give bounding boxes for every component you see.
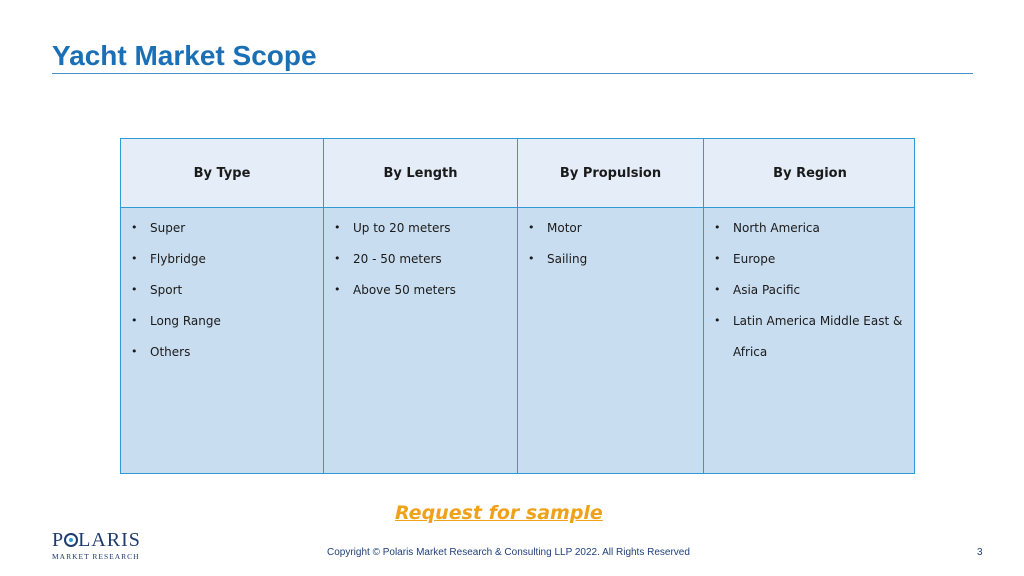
bullet: • — [334, 252, 341, 265]
bullet: • — [334, 221, 341, 234]
list-item: • Latin America Middle East & — [714, 314, 903, 328]
list-item: • Flybridge — [131, 252, 206, 266]
list-item: • Sailing — [528, 252, 588, 266]
bullet: • — [714, 221, 721, 234]
column-header: By Propulsion — [559, 166, 662, 181]
list-item: • Sport — [131, 283, 183, 297]
bullet: • — [528, 252, 535, 265]
list-item: • Up to 20 meters — [334, 221, 451, 235]
segment-list — [704, 219, 916, 374]
list-item-continuation: Africa — [733, 345, 768, 359]
column-header: By Region — [773, 166, 847, 181]
bullet: • — [714, 252, 721, 265]
list-item: • Long Range — [131, 314, 221, 328]
copyright-text: Copyright © Polaris Market Research & Consulting LLP 2022. All Rights Reserved — [327, 547, 690, 558]
column-by-type — [121, 139, 324, 473]
column-by-region — [704, 139, 916, 473]
bullet: • — [131, 252, 138, 265]
scope-table — [120, 138, 915, 474]
list-item: • Motor — [528, 221, 582, 235]
bullet: • — [131, 221, 138, 234]
bullet: • — [131, 283, 138, 296]
list-item: • Others — [131, 345, 191, 359]
bullet: • — [528, 221, 535, 234]
bullet: • — [334, 283, 341, 296]
list-item: • Above 50 meters — [334, 283, 456, 297]
column-by-length — [324, 139, 518, 473]
page-number: 3 — [977, 547, 983, 558]
segment-list — [121, 219, 323, 374]
column-by-propulsion — [518, 139, 704, 473]
compass-icon — [64, 533, 78, 547]
request-sample-link[interactable]: Request for sample — [395, 502, 603, 524]
segment-list — [324, 219, 517, 312]
column-header: By Length — [383, 166, 458, 181]
segment-list — [518, 219, 703, 281]
list-item: • Super — [131, 221, 186, 235]
list-item: • Europe — [714, 252, 776, 266]
slide-title: Yacht Market Scope — [52, 40, 317, 71]
title-underline — [52, 73, 973, 74]
list-item: • Asia Pacific — [714, 283, 801, 297]
list-item: • North America — [714, 221, 820, 235]
bullet: • — [714, 314, 721, 327]
column-header: By Type — [193, 166, 251, 181]
bullet: • — [714, 283, 721, 296]
bullet: • — [131, 345, 138, 358]
polaris-logo: P LARIS MARKET RESEARCH — [52, 529, 141, 561]
list-item: • 20 - 50 meters — [334, 252, 442, 266]
bullet: • — [131, 314, 138, 327]
